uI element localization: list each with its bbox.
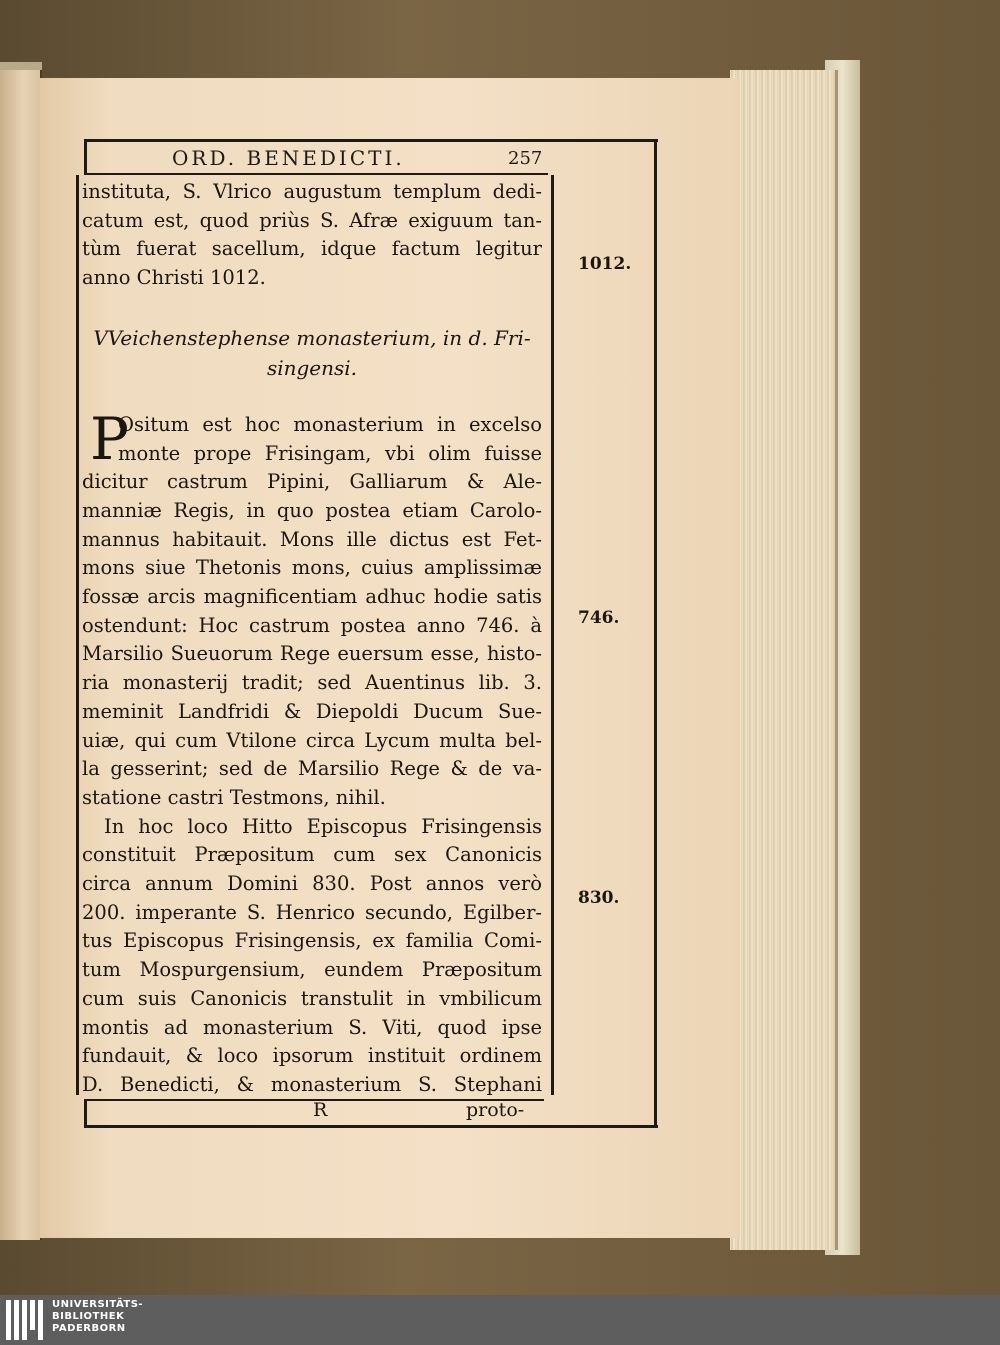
frame-rule-right — [654, 139, 657, 1125]
heading-line: singensi. — [266, 355, 358, 380]
page-number: 257 — [508, 148, 543, 169]
text-line: meminit Landfridi & Diepoldi Ducum Sue- — [82, 699, 542, 723]
section-heading — [82, 323, 542, 383]
text-line: dicitur castrum Pipini, Galliarum & Ale- — [82, 470, 542, 494]
text-line: uiæ, qui cum Vtilone circa Lycum multa bel- — [82, 728, 542, 752]
text-line: tus Episcopus Frisingensis, ex familia Comi- — [82, 929, 542, 953]
margin-note-1012: 1012. — [578, 254, 632, 274]
catchword: proto- — [466, 1099, 525, 1121]
text-line: ria monasterij tradit; sed Auentinus lib. 3. — [82, 671, 542, 695]
frame-rule-footer — [84, 1125, 658, 1128]
running-head: ORD. BENEDICTI. — [172, 146, 405, 170]
text-line: anno Christi 1012. — [82, 266, 266, 290]
text-line: statione castri Testmons, nihil. — [82, 785, 386, 809]
text-line: fundauit, & loco ipsorum instituit ordinem — [82, 1044, 542, 1068]
text-line: D. Benedicti, & monasterium S. Stephani — [82, 1072, 542, 1096]
text-line: fossæ arcis magnificentiam adhuc hodie satis — [82, 585, 542, 609]
text-line: ostendunt: Hoc castrum postea anno 746. à — [82, 613, 542, 637]
margin-note-830: 830. — [578, 888, 620, 908]
text-line: In hoc loco Hitto Episcopus Frisingensis — [104, 814, 542, 838]
library-name-line: UNIVERSITÄTS- — [52, 1299, 144, 1310]
paragraph-with-dropcap — [82, 404, 542, 813]
frame-rule-top — [84, 139, 658, 142]
text-line: tùm fuerat sacellum, idque factum legitur — [82, 237, 542, 261]
text-line: instituta, S. Vlrico augustum templum dedi- — [82, 180, 542, 203]
library-name-line: BIBLIOTHEK — [52, 1311, 125, 1322]
frame-rule-left-bottom — [84, 1099, 87, 1125]
text-line: monte prope Frisingam, vbi olim fuisse — [118, 441, 542, 465]
main-text — [82, 178, 542, 1100]
text-line: mannus habitauit. Mons ille dictus est Fet- — [82, 527, 542, 551]
library-logo-icon — [6, 1300, 44, 1340]
text-line: Marsilio Sueuorum Rege euersum esse, histo- — [82, 642, 542, 666]
text-line: catum est, quod priùs S. Afræ exiguum tan- — [82, 208, 542, 232]
margin-note-746: 746. — [578, 608, 620, 628]
text-line: manniæ Regis, in quo postea etiam Carolo- — [82, 498, 542, 522]
text-line: mons siue Thetonis mons, cuius amplissimæ — [82, 556, 542, 580]
text-line: tum Mospurgensium, eundem Præpositum — [82, 958, 542, 982]
frame-rule-left-top — [84, 139, 87, 175]
signature-mark: R — [313, 1099, 328, 1121]
text-line: constituit Præpositum cum sex Canonicis — [82, 843, 542, 867]
facing-page-edge — [0, 70, 42, 1240]
text-line: circa annum Domini 830. Post annos verò — [82, 872, 542, 896]
text-line: montis ad monasterium S. Viti, quod ipse — [82, 1015, 542, 1039]
text-line: Ositum est hoc monasterium in excelso — [118, 412, 542, 436]
text-line: 200. imperante S. Henrico secundo, Egilber- — [82, 900, 542, 924]
text-line: cum suis Canonicis transtulit in vmbilicum — [82, 986, 542, 1010]
library-name-line: PADERBORN — [52, 1323, 126, 1334]
page-fore-edge — [730, 70, 838, 1250]
library-banner — [0, 1295, 1000, 1345]
drop-capital: P — [90, 404, 130, 473]
text-line: la gesserint; sed de Marsilio Rege & de va- — [82, 757, 542, 781]
heading-line: VVeichenstephense monasterium, in d. Fri- — [93, 325, 531, 350]
library-name — [52, 1299, 143, 1335]
